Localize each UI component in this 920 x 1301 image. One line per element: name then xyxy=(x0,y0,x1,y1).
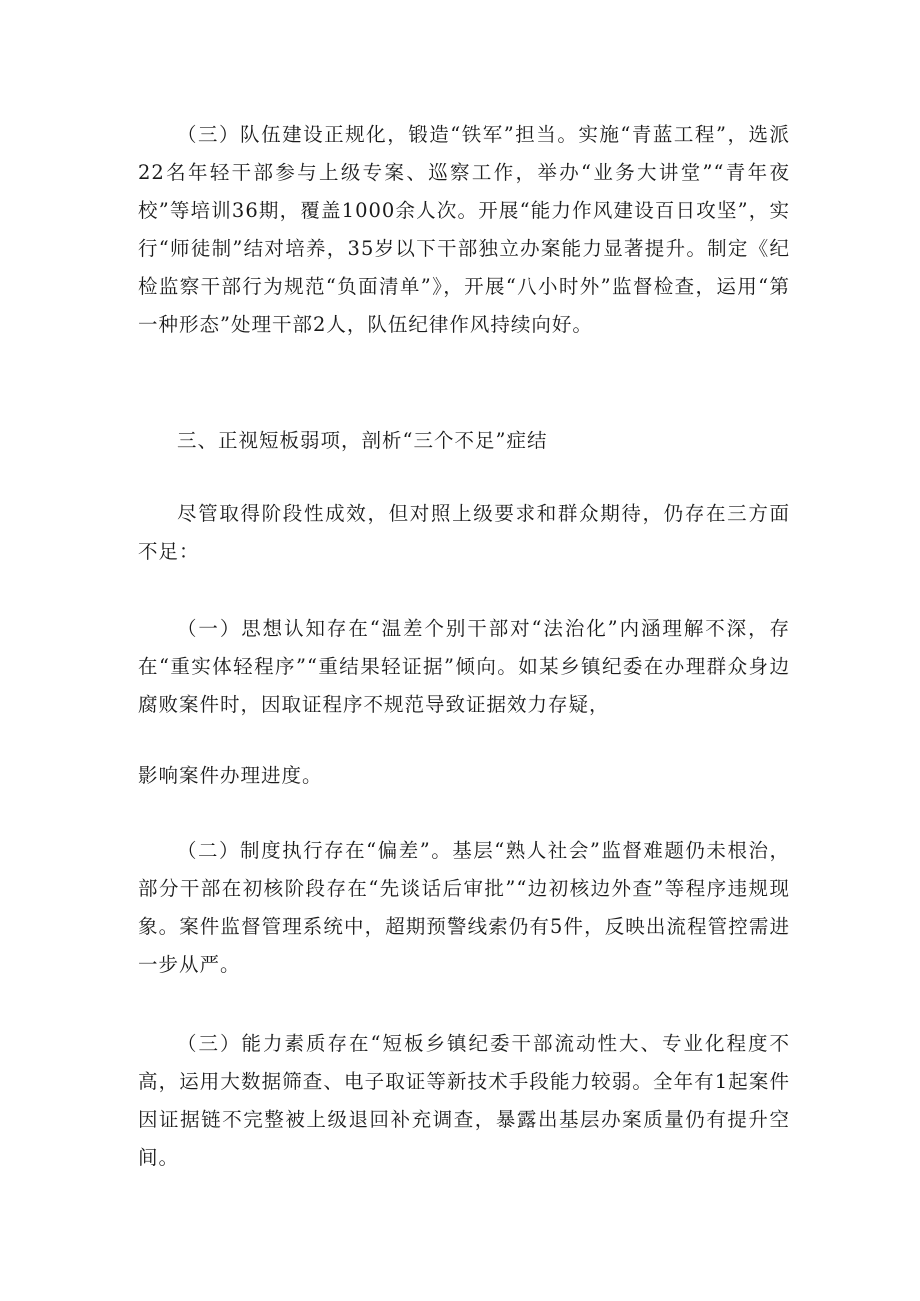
paragraph-shortcoming-2: （二）制度执行存在“偏差”。基层“熟人社会”监督难题仍未根治，部分干部在初核阶段存在“先谈话后审批”“边初核边外查”等程序违规现象。案件监督管理系统中，超期预警线索仍有5件，反映出流程管控需进一步从严。 xyxy=(138,839,790,976)
section-heading-three-shortcomings: 三、正视短板弱项，剖析“三个不足”症结 xyxy=(177,429,548,452)
paragraph-intro-shortcomings: 尽管取得阶段性成效，但对照上级要求和群众期待，仍存在三方面不足： xyxy=(138,502,790,563)
paragraph-shortcoming-1: （一）思想认知存在“温差个别干部对“法治化”内涵理解不深，存在“重实体轻程序”“重结果轻证据”倾向。如某乡镇纪委在办理群众身边腐败案件时，因取证程序不规范导致证据效力存疑， xyxy=(138,617,790,716)
paragraph-shortcoming-1-continued: 影响案件办理进度。 xyxy=(138,764,323,787)
paragraph-team-building: （三）队伍建设正规化，锻造“铁军”担当。实施“青蓝工程”，选派22名年轻干部参与上级专案、巡察工作，举办“业务大讲堂”“青年夜校”等培训36期，覆盖1000余人次。开展“能力作风建设百日攻坚”，实行“师徒制”结对培养，35岁以下干部独立办案能力显著提升。制定《纪检监察干部行为规范“负面清单”》，开展“八小时外”监督检查，运用“第一种形态”处理干部2人，队伍纪律作风持续向好。 xyxy=(138,123,790,336)
paragraph-shortcoming-3: （三）能力素质存在“短板乡镇纪委干部流动性大、专业化程度不高，运用大数据筛查、电子取证等新技术手段能力较弱。全年有1起案件因证据链不完整被上级退回补充调查，暴露出基层办案质量仍有提升空间。 xyxy=(138,1032,790,1169)
